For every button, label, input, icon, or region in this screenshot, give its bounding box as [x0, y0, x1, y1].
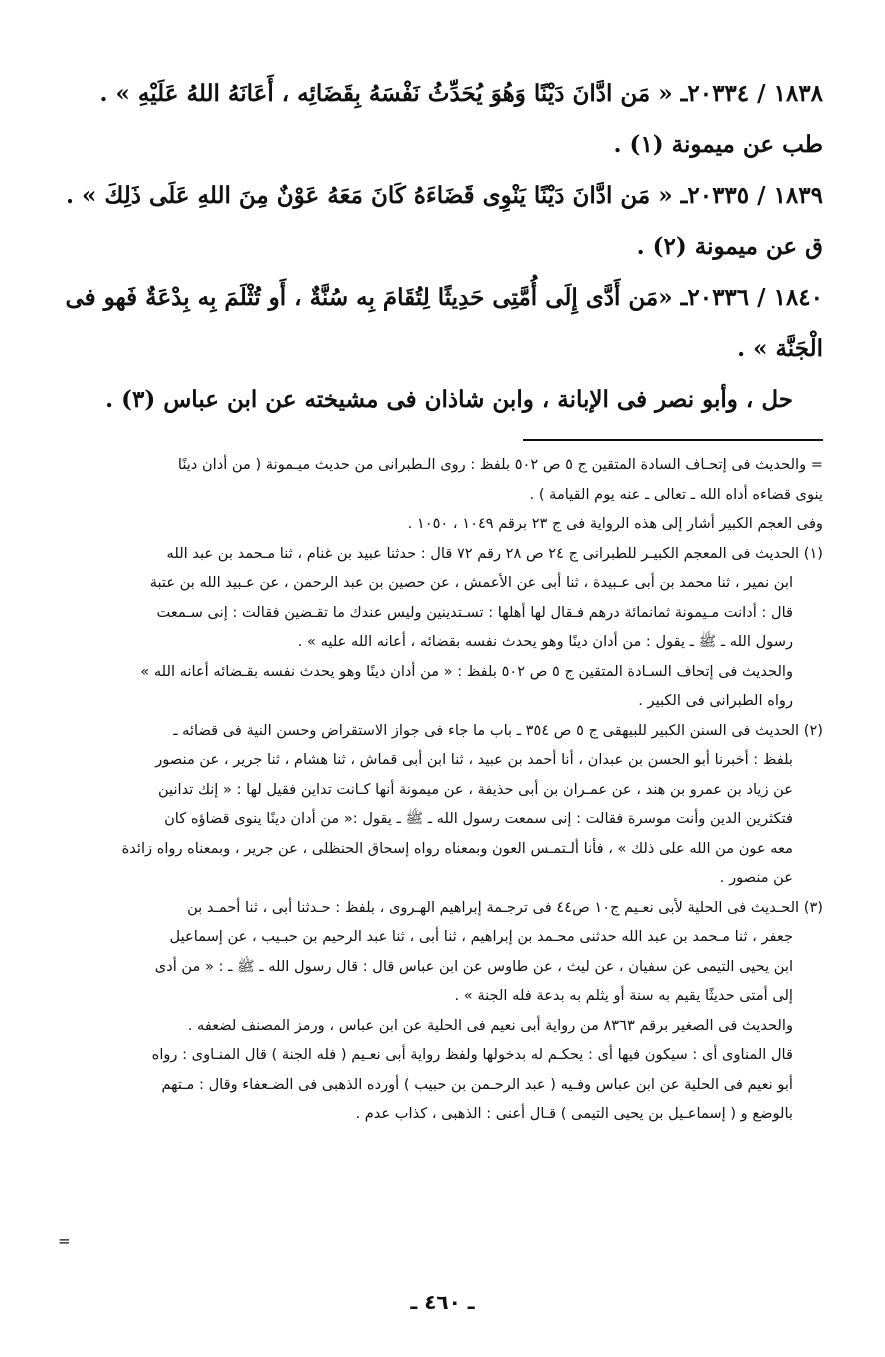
hadith-text-block — [65, 68, 823, 425]
hadith-1839-source: ق عن ميمونة (٢) . — [636, 233, 823, 260]
page-number: ـ ٤٦٠ ـ — [410, 1290, 475, 1314]
footnote-line: رسول الله ـ ﷺ ـ يقول : من أدان دينًا وهو يحدث نفسه بقضائه ، أعانه الله عليه » . — [297, 633, 793, 650]
footnote-line: جعفر ، ثنا مـحمد بن عبد الله حدثنى محـمد بن إبراهيم ، ثنا أبى ، ثنا عبد الرحيم بن حبـيب ، عن إسماعيل — [169, 928, 793, 945]
footnote-line: قال المناوى أى : سيكون فيها أى : يحكـم له بدخولها ولفظ رواية أبى نعـيم ( فله الجنة ) قال المنـاوى : رواه — [151, 1046, 793, 1063]
hadith-1840: ١٨٤٠ / ٢٠٣٣٦ـ «مَن أَدَّى إِلَى أُمَّتِى حَدِيثًا لِتُقَامَ بِه سُنَّةٌ ، أَو تُثْلَمَ بِه بِدْعَةٌ فَهو فى — [65, 284, 823, 311]
footnote-3: (٣) الحـديث فى الحلية لأبى نعـيم ج١٠ ص٤٤ فى ترجـمة إبراهيم الهـروى ، بلفظ : حـدثنا أبى ، ثنا أحمـد بن — [187, 898, 823, 916]
footnote-1: (١) الحديث فى المعجم الكبيـر للطبرانى ج ٢٤ ص ٢٨ رقم ٧٢ قال : حدثنا عبيد بن غنام ، ثنا مـحمد بن عبد الله — [166, 544, 823, 562]
footnote-line: معه عون من الله على ذلك » ، فأنا ألـتمـس العون وبمعناه رواه إسحاق الحنظلى ، عن جرير ، وبمعناه رواه زائدة — [121, 839, 793, 857]
continuation-mark: = — [58, 1232, 71, 1250]
footnote-line: بالوضع و ( إسماعـيل بن يحيى التيمى ) قـال أعنى : الذهبى ، كذاب عدم . — [355, 1105, 793, 1122]
footnote-line: ابن يحيى التيمى عن سفيان ، عن ليث ، عن طاوس عن ابن عباس قال : قال رسول الله ـ ﷺ ـ : « من أدى — [154, 957, 793, 975]
hadith-1840-source: حل ، وأبو نصر فى الإبانة ، وابن شاذان فى مشيخته عن ابن عباس (٣) . — [105, 386, 793, 413]
footnote-line: وفى العجم الكبير أشار إلى هذه الرواية فى ج ٢٣ برقم ١٠٤٩ ، ١٠٥٠ . — [407, 515, 823, 532]
hadith-1838-source: طب عن ميمونة (١) . — [613, 131, 823, 158]
footnotes — [53, 450, 823, 1129]
footnote-separator — [523, 439, 823, 441]
footnote-line: ابن نمير ، ثنا محمد بن أبى عـبيدة ، ثنا أبى عن الأعمش ، عن حصين بن عبد الرحمن ، عن عـبيد الله بن عتبة — [149, 574, 793, 591]
footnote-line: والحديث فى إتحاف السـادة المتقين ج ٥ ص ٥٠٢ بلفظ : « من أدان دينًا وهو يحدث نفسه بقـضائه أعانه الله » — [140, 662, 793, 680]
hadith-1838: ١٨٣٨ / ٢٠٣٣٤ـ « مَن ادَّانَ دَيْنًا وَهُوَ يُحَدِّثُ نَفْسَهُ بِقَضَائِه ، أَعَانَهُ اللهُ عَلَيْهِ » . — [99, 80, 823, 107]
footnote-line: قال : أدانت مـيمونة ثمانمائة درهم فـقال لها أهلها : تسـتدينين وليس عندك ما تقـضين فقالت : إنى سـمعت — [156, 603, 793, 621]
hadith-1840-continued: الْجَنَّة » . — [737, 335, 823, 362]
footnote-line: ينوى قضاءه أداه الله ـ تعالى ـ عنه يوم القيامة ) . — [529, 485, 823, 503]
footnote-line: فتكثرين الدين وأنت موسرة فقالت : إنى سمعت رسول الله ـ ﷺ ـ يقول :« من أدان دينًا ينوى قضاؤه كان — [164, 810, 793, 827]
footnote-line: عن منصور . — [719, 869, 793, 886]
footnote-2: (٢) الحديث فى السنن الكبير للبيهقى ج ٥ ص ٣٥٤ ـ باب ما جاء فى جواز الاستقراض وحسن النية فى قضائه ـ — [173, 721, 823, 739]
footnote-line: رواه الطبرانى فى الكبير . — [638, 692, 793, 709]
footnote-line: عن زياد بن عمرو بن هند ، عن عمـران بن أبى حذيفة ، عن ميمونة أنها كـانت تداين فقيل لها : « إنك تدانين — [157, 780, 793, 798]
footnote-line: والحديث فى الصغير برقم ٨٣٦٣ من رواية أبى نعيم فى الحلية عن ابن عباس ، ورمز المصنف لضعفه . — [187, 1016, 793, 1034]
footnote-line: بلفظ : أخبرنا أبو الحسن بن عبدان ، أنا أحمد بن عبيد ، ثنا ابن أبى قماش ، ثنا هشام ، ثنا جرير ، عن منصور — [155, 751, 793, 768]
footnote-line: = والحديث فى إتحـاف السادة المتقين ج ٥ ص ٥٠٢ بلفظ : روى الـطبرانى من حديث ميـمونة ( من أدان دينًا — [177, 456, 823, 473]
footnote-line: أبو نعيم فى الحلية عن ابن عباس وفـيه ( عبد الرحـمن بن حبيب ) أورده الذهبى فى الضـعفاء وقال : مـتهم — [161, 1075, 793, 1093]
hadith-1839: ١٨٣٩ / ٢٠٣٣٥ـ « مَن ادَّانَ دَيْنًا يَنْوِى قَضَاءَهُ كَانَ مَعَهُ عَوْنٌ مِنَ اللهِ عَلَى ذَلِكَ » . — [65, 182, 823, 209]
footnote-line: إلى أمتى حديثًا يقيم به سنة أو يثلم به بدعة فله الجنة » . — [454, 987, 793, 1004]
